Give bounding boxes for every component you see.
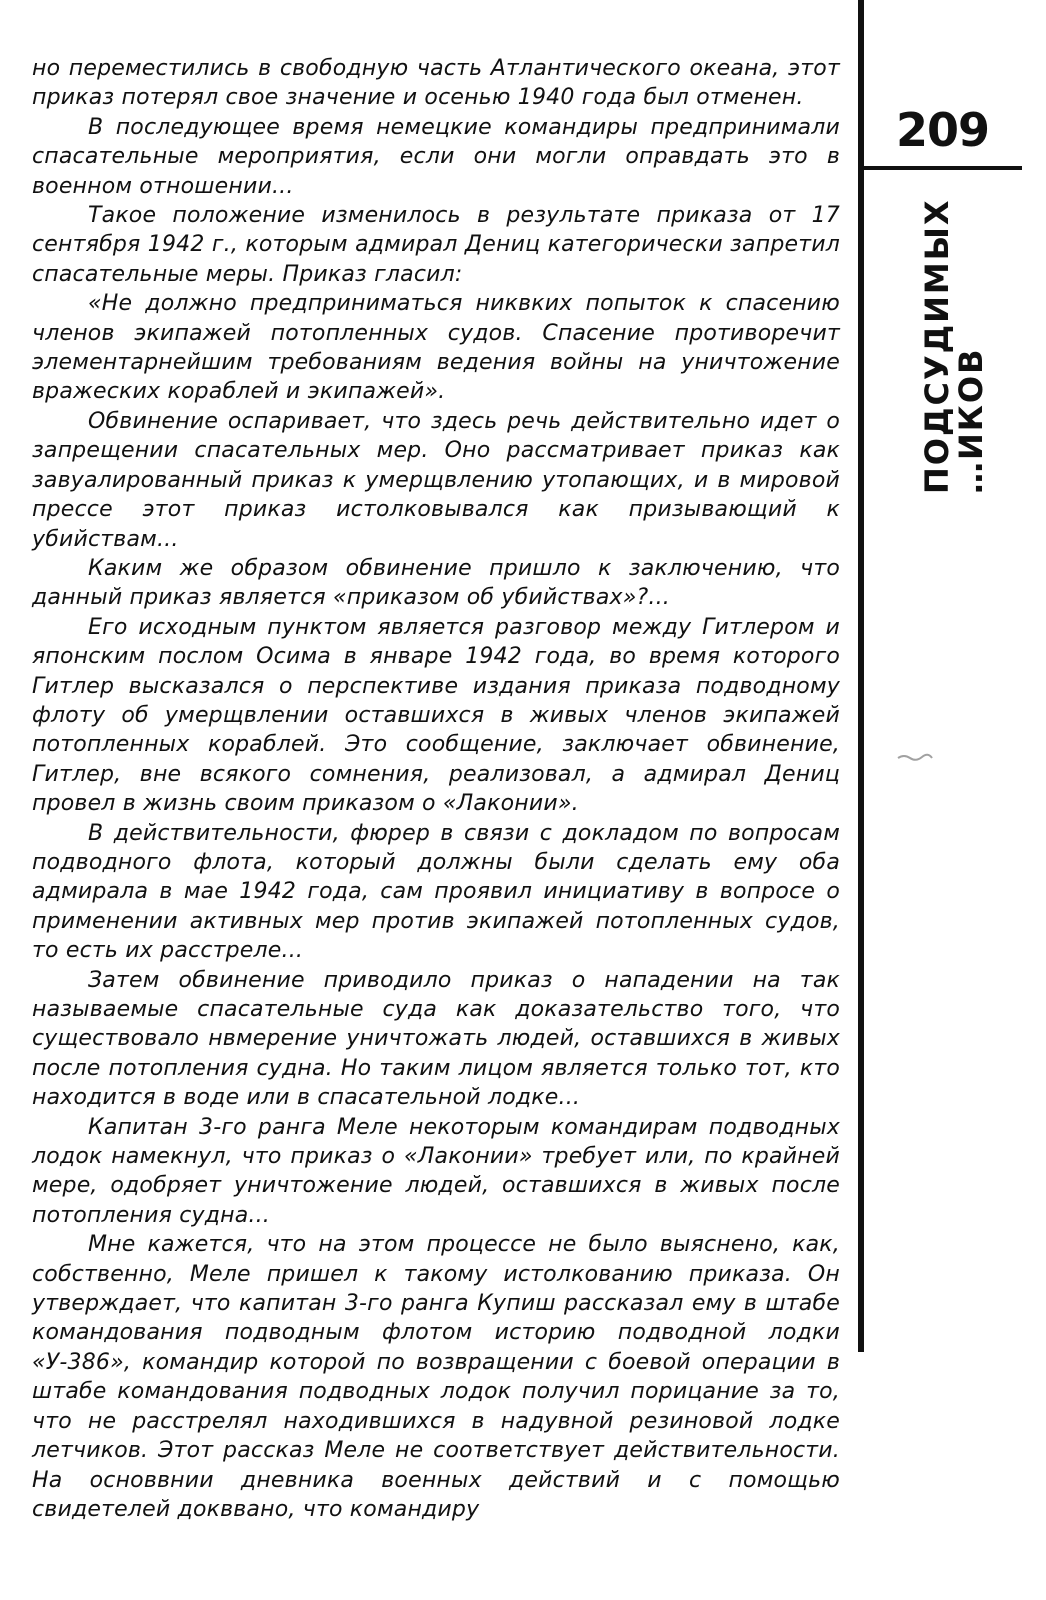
paragraph: В действительности, фюрер в связи с докладом по вопросам подводного флота, который должны были сделать ему оба адмирала в мае 1942 года, сам проявил инициативу в вопросе о применении активных мер против экипажей потопленных судов, то есть их расстреле... (32, 820, 840, 964)
running-head-line-1: ПОДСУДИМЫХ (918, 198, 956, 494)
paragraph: Мне кажется, что на этом процессе не было выяснено, как, собственно, Меле пришел к такому истолкованию приказа. Он утверждает, что капитан 3-го ранга Купиш рассказал ему в штабе командования подводным флотом историю подводной лодки «У-386», командир которой по возвращении с боевой операции в штабе командования подводных лодок получил порицание за то, что не расстрелял находившихся в надувной резиновой лодке летчиков. Этот рассказ Меле не соответствует действительности. На основвнии дневника военных действий и с помощью свидетелей докввано, что командиру (32, 1232, 840, 1522)
quoted-order: «Не должно предприниматься никвких попыток к спасению членов экипажей потопленных судов. Спасение противоречит элементарнейшим требованиям ведения войны на уничтожение вражеских кораблей и экипажей». (32, 291, 840, 405)
paragraph: Затем обвинение приводило приказ о нападении на так называемые спасательные суда как доказательство того, что существовало нвмерение уничтожать людей, оставшихся в живых после потопления судна. Но таким лицом является только тот, кто находится в воде или в спасательной лодке... (32, 967, 840, 1111)
paragraph: Его исходным пунктом является разговор между Гитлером и японским послом Осима в январе 1942 года, во время которого Гитлер высказался о перспективе издания приказа подводному флоту об умерщвлении оставшихся в живых членов экипажей потопленных кораблей. Это сообщение, заключает обвинение, Гитлер, вне всякого сомнения, реализовал, а адмирал Дениц провел в жизнь своим приказом о «Лаконии». (32, 614, 840, 817)
running-head (918, 184, 990, 494)
paragraph: Каким же образом обвинение пришло к заключению, что данный приказ является «приказом об убийствах»?... (32, 555, 840, 611)
body-text (32, 54, 840, 1524)
page-number: 209 (896, 103, 990, 157)
paragraph: Обвинение оспаривает, что здесь речь действительно идет о запрещении спасательных мер. Оно рассматривает приказ как завуалированный приказ к умерщвлению утопающих, и в мировой прессе этот приказ истолковывался как призывающий к убийствам... (32, 408, 840, 552)
running-head-line-2: …ИКОВ (952, 347, 990, 494)
paragraph: В последующее время немецкие командиры предпринимали спасательные мероприятия, если они могли оправдать это в военном отношении... (32, 114, 840, 199)
margin-vertical-rule (858, 0, 864, 1352)
paragraph: Капитан 3-го ранга Меле некоторым командирам подводных лодок намекнул, что приказ о «Лаконии» требует или, по крайней мере, одобряет уничтожение людей, оставшихся в живых после потопления судна... (32, 1114, 840, 1228)
paragraph-continuation: но переместились в свободную часть Атлантического океана, этот приказ потерял свое значение и осенью 1940 года был отменен. (32, 56, 840, 111)
page-number-underline (864, 166, 1022, 170)
paragraph: Такое положение изменилось в результате приказа от 17 сентября 1942 г., которым адмирал Дениц категорически запретил спасательные меры. Приказ гласил: (32, 203, 840, 287)
ink-smudge (896, 752, 934, 762)
